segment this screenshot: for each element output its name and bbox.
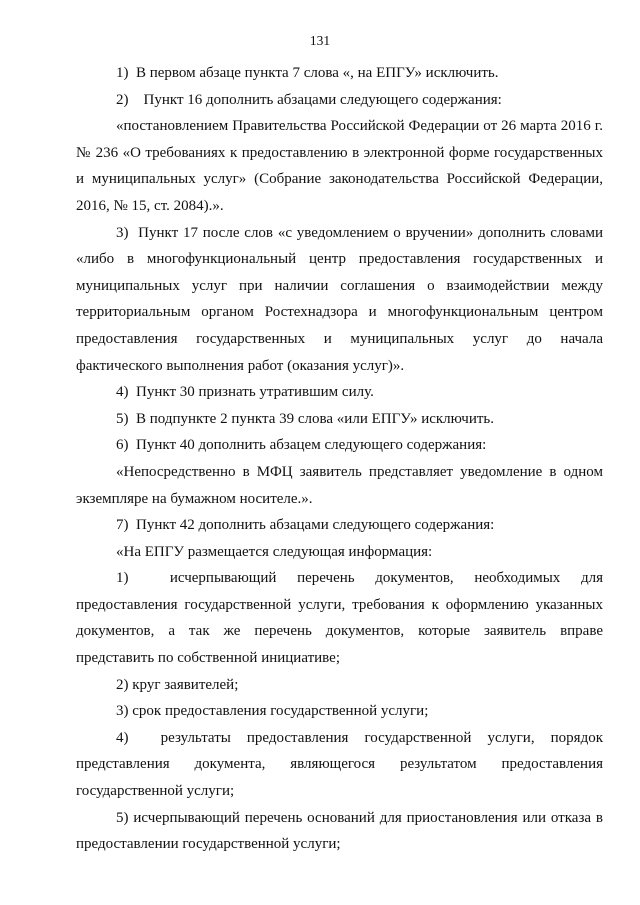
paragraph-subitem-2: 2) круг заявителей; bbox=[116, 676, 239, 693]
paragraph-item-1: 1) В первом абзаце пункта 7 слова «, на ЕПГУ» исключить. bbox=[116, 65, 499, 81]
paragraph-subitem-5: 5) исчерпывающий перечень оснований для приостановления или отказа в предоставлении государственной услуги; bbox=[76, 809, 603, 853]
paragraph-item-3: 3) Пункт 17 после слов «с уведомлением о вручении» дополнить словами «либо в многофункциональный центр предоставления государственных и муниципальных услуг при наличии соглашения о взаимодействии между территориальным органом Ростехнадзора и многофункциональным центром предоставления государственных и муниципальных услуг до начала фактического выполнения работ (оказания услуг)». bbox=[76, 224, 603, 374]
paragraph-item-4: 4) Пункт 30 признать утратившим силу. bbox=[116, 384, 374, 401]
paragraph-epgu-intro: «На ЕПГУ размещается следующая информация: bbox=[116, 543, 433, 560]
paragraph-item-7: 7) Пункт 42 дополнить абзацами следующего содержания: bbox=[116, 517, 495, 534]
paragraph-item-5: 5) В подпункте 2 пункта 39 слова «или ЕПГУ» исключить. bbox=[116, 410, 495, 427]
paragraph-quote-mfc: «Непосредственно в МФЦ заявитель представляет уведомление в одном экземпляре на бумажном носителе.». bbox=[76, 463, 603, 507]
paragraph-item-6: 6) Пункт 40 дополнить абзацем следующего содержания: bbox=[116, 437, 487, 454]
paragraph-quote-decree: «постановлением Правительства Российской Федерации от 26 марта 2016 г. № 236 «О требованиях к предоставлению в электронной форме государственных и муниципальных услуг» (Собрание законодательства Российской Федерации, 2016, № 15, ст. 2084).». bbox=[76, 118, 603, 214]
paragraph-subitem-4: 4) результаты предоставления государственной услуги, порядок представления документа, являющегося результатом предоставления государственной услуги; bbox=[76, 729, 603, 800]
paragraph-subitem-3: 3) срок предоставления государственной услуги; bbox=[116, 703, 429, 720]
paragraph-item-2: 2) Пункт 16 дополнить абзацами следующего содержания: bbox=[116, 91, 502, 108]
page-number: 131 bbox=[309, 33, 331, 48]
document-body bbox=[76, 60, 603, 858]
paragraph-subitem-1: 1) исчерпывающий перечень документов, необходимых для предоставления государственной услуги, требования к оформлению указанных документов, а так же перечень документов, которые заявитель вправе представить по собственной инициативе; bbox=[76, 570, 603, 667]
